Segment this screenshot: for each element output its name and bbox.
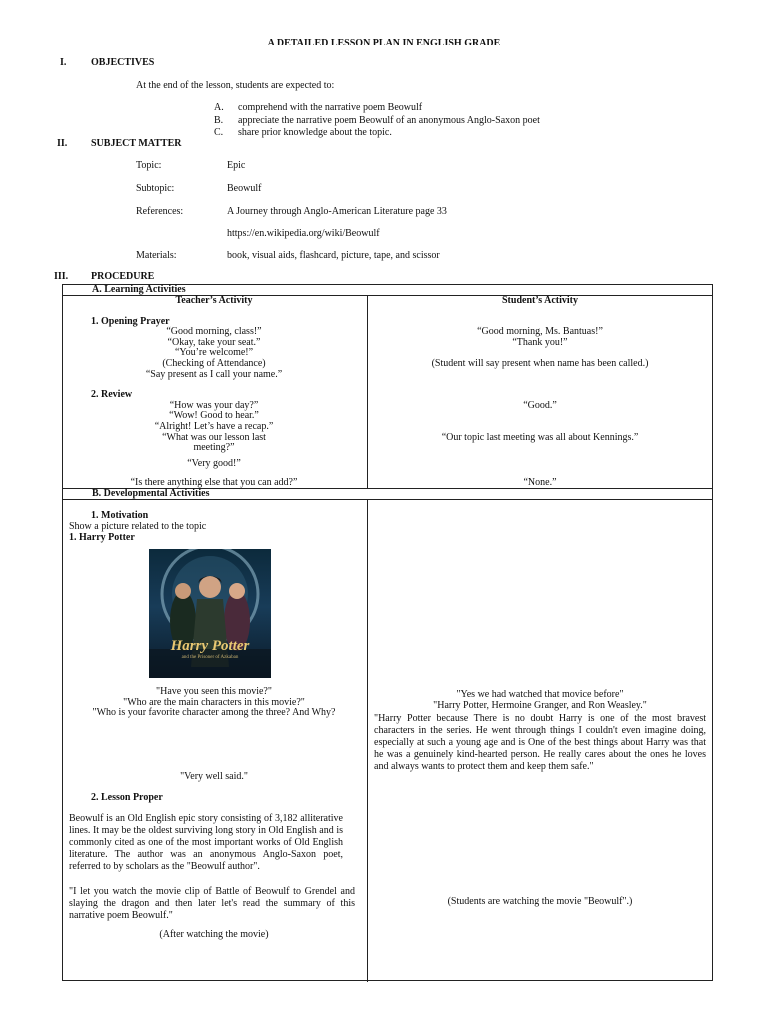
- lesson-proper-title: 2. Lesson Proper: [91, 792, 163, 803]
- teacher-line: “Good morning, class!”: [166, 326, 262, 337]
- subject-value: Beowulf: [227, 183, 262, 194]
- motivation-instruction: Show a picture related to the topic: [69, 521, 207, 532]
- section-b-heading: B. Developmental Activities: [92, 488, 210, 499]
- student-line: “None.”: [523, 477, 557, 488]
- teacher-question: "Who are the main characters in this movie?": [123, 697, 305, 708]
- teacher-line: “How was your day?”: [169, 400, 259, 411]
- student-activity-header: Student’s Activity: [501, 295, 579, 306]
- teacher-line: (Checking of Attendance): [162, 358, 266, 369]
- subject-numeral: II.: [57, 138, 68, 149]
- poster-subtitle: and the Prisoner of Azkaban: [181, 655, 239, 660]
- student-line: “Good morning, Ms. Bantuas!”: [477, 326, 603, 337]
- objective-text: share prior knowledge about the topic.: [238, 127, 392, 138]
- document-title: A DETAILED LESSON PLAN IN ENGLISH GRADE: [267, 38, 501, 45]
- objectives-numeral: I.: [60, 57, 67, 68]
- student-line: “Our topic last meeting was all about Kennings.”: [441, 432, 639, 443]
- objective-text: appreciate the narrative poem Beowulf of an anonymous Anglo-Saxon poet: [238, 115, 540, 126]
- objective-letter: A.: [214, 102, 224, 113]
- teacher-line: “Wow! Good to hear.”: [169, 410, 259, 421]
- lesson-instruction: "I let you watch the movie clip of Battle of Beowulf to Grendel and slaying the dragon and then later let's read the summary of this narrative poem Beowulf.": [69, 886, 355, 921]
- student-answer-paragraph: "Harry Potter because There is no doubt Harry is one of the most bravest characters in the series. He went through things I couldn't even imagine doing, especially at such a young age and is One of the best things about Harry was that he was a genuinely kind-hearted person. He really cares about the ones he loves and always wants to protect them and keep them safe.": [374, 713, 706, 772]
- procedure-numeral: III.: [54, 271, 69, 282]
- subject-label: Materials:: [136, 250, 177, 261]
- review-title: 2. Review: [91, 389, 133, 400]
- objectives-heading: OBJECTIVES: [91, 57, 155, 68]
- teacher-activity-header: Teacher’s Activity: [175, 295, 253, 306]
- objectives-intro: At the end of the lesson, students are expected to:: [136, 80, 335, 91]
- student-line: “Good.”: [523, 400, 557, 411]
- teacher-praise: "Very well said.": [180, 771, 248, 782]
- student-answer: "Yes we had watched that movice before": [456, 689, 624, 700]
- subject-value: Epic: [227, 160, 246, 171]
- lesson-paragraph: Beowulf is an Old English epic story consisting of 3,182 alliterative lines. It may be the oldest surviving long story in Old English and is commonly cited as one of the most important works of Old English literature. The author was an anonymous Anglo-Saxon poet, referred to by scholars as the "Beowulf author".: [69, 813, 343, 872]
- subject-label: References:: [136, 206, 184, 217]
- student-line: (Student will say present when name has been called.): [431, 358, 649, 369]
- student-answer: "Harry Potter, Hermoine Granger, and Ron Weasley.": [433, 700, 647, 711]
- harry-potter-poster: [149, 549, 271, 678]
- teacher-line: “Is there anything else that you can add?”: [130, 477, 298, 488]
- teacher-line: “Alright! Let’s have a recap.”: [154, 421, 274, 432]
- teacher-line: “You’re welcome!”: [174, 347, 254, 358]
- motivation-item: 1. Harry Potter: [69, 532, 135, 543]
- subject-link: https://en.wikipedia.org/wiki/Beowulf: [227, 228, 380, 239]
- teacher-line: “Very good!”: [187, 458, 241, 469]
- teacher-question: "Have you seen this movie?": [156, 686, 272, 697]
- poster-title: Harry Potter: [170, 638, 250, 654]
- objective-letter: C.: [214, 127, 224, 138]
- procedure-heading: PROCEDURE: [91, 271, 155, 282]
- objective-text: comprehend with the narrative poem Beowulf: [238, 102, 423, 113]
- subject-label: Topic:: [136, 160, 162, 171]
- student-movie-note: (Students are watching the movie "Beowulf".): [447, 896, 633, 907]
- student-line: “Thank you!”: [512, 337, 568, 348]
- subject-heading: SUBJECT MATTER: [91, 138, 182, 149]
- after-movie-note: (After watching the movie): [159, 929, 269, 940]
- teacher-question: "Who is your favorite character among the three? And Why?: [92, 707, 336, 718]
- subject-value: book, visual aids, flashcard, picture, tape, and scissor: [227, 250, 440, 261]
- teacher-line: “Say present as I call your name.”: [145, 369, 283, 380]
- objective-letter: B.: [214, 115, 224, 126]
- subject-label: Subtopic:: [136, 183, 175, 194]
- motivation-title: 1. Motivation: [91, 510, 149, 521]
- teacher-line: “What was our lesson last: [162, 432, 266, 443]
- subject-value: A Journey through Anglo-American Literature page 33: [227, 206, 447, 217]
- section-a-heading: A. Learning Activities: [92, 284, 186, 295]
- teacher-line: meeting?”: [193, 442, 235, 453]
- opening-prayer-title: 1. Opening Prayer: [91, 316, 170, 327]
- teacher-line: “Okay, take your seat.”: [167, 337, 261, 348]
